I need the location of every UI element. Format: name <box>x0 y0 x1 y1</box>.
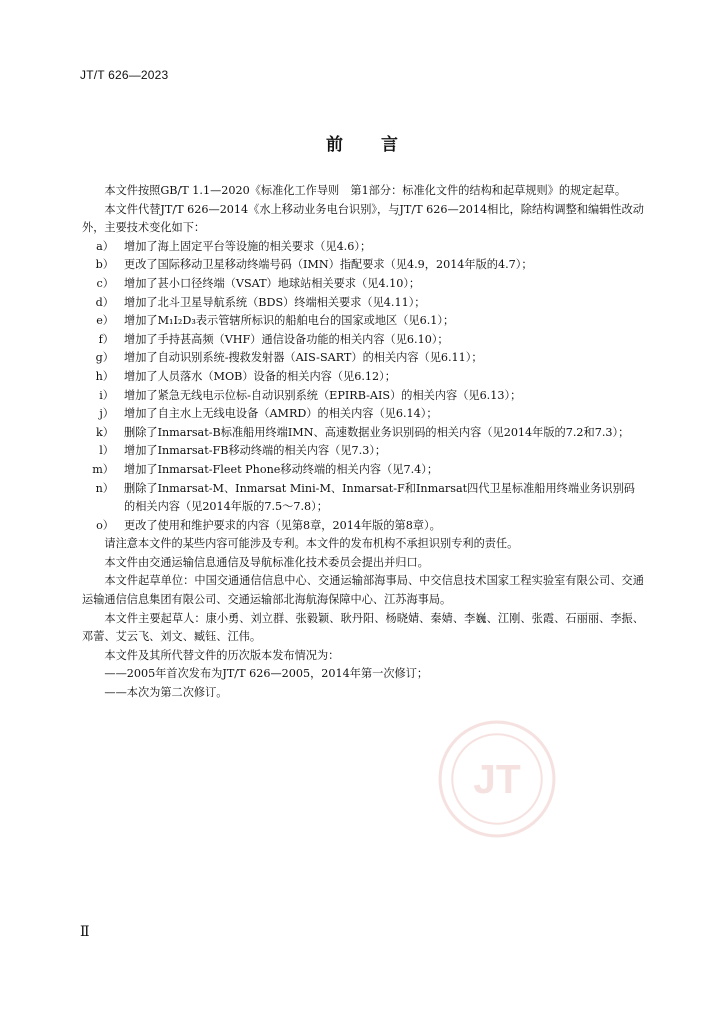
list-marker: g） <box>95 351 114 365</box>
paragraph-replacement: 本文件代替JT/T 626—2014《水上移动业务电台识别》，与JT/T 626—2014相比，除结构调整和编辑性改动外，主要技术变化如下： <box>82 202 644 235</box>
list-item <box>82 294 644 313</box>
list-marker: m） <box>92 462 114 476</box>
list-item-text: 增加了甚小口径终端（VSAT）地球站相关要求（见4.10）； <box>124 276 421 290</box>
list-marker: d） <box>95 295 114 309</box>
list-item-text: 增加了人员落水（MOB）设备的相关内容（见6.12）； <box>124 369 396 383</box>
list-item-text: 增加了自动识别系统-搜救发射器（AIS-SART）的相关内容（见6.11）； <box>124 351 483 365</box>
list-marker: n） <box>95 481 114 495</box>
list-item <box>82 331 644 350</box>
list-marker: c） <box>96 276 114 290</box>
list-item <box>82 517 644 536</box>
list-item <box>82 424 644 443</box>
list-item-text: 增加了自主水上无线电设备（AMRD）的相关内容（见6.14）； <box>124 407 438 421</box>
paragraph-drafting-units: 本文件起草单位：中国交通通信信息中心、交通运输部海事局、中交信息技术国家工程实验室有限公司、交通运输通信信息集团有限公司、交通运输部北海航海保障中心、江苏海事局。 <box>82 574 644 607</box>
list-item <box>82 256 644 275</box>
list-item <box>82 238 644 257</box>
list-item <box>82 387 644 406</box>
page-number: Ⅱ <box>80 924 90 940</box>
watermark-text: JT <box>473 756 521 803</box>
foreword-body <box>82 182 644 703</box>
list-marker: e） <box>96 314 114 328</box>
list-marker: o） <box>96 518 114 532</box>
list-marker: f） <box>98 332 114 346</box>
list-item <box>82 312 644 331</box>
list-marker: a） <box>96 239 114 253</box>
document-code: JT/T 626—2023 <box>80 68 169 82</box>
paragraph-patent-notice: 请注意本文件的某些内容可能涉及专利。本文件的发布机构不承担识别专利的责任。 <box>104 537 519 551</box>
list-item <box>82 349 644 368</box>
list-item <box>82 442 644 461</box>
list-item-text: 删除了Inmarsat-M、Inmarsat Mini-M、Inmarsat-F和Inmarsat四代卫星标准船用终端业务识别码的相关内容（见2014年版的7.5～7.8）； <box>124 481 635 514</box>
list-item <box>82 480 644 517</box>
list-item-text: 增加了手持甚高频（VHF）通信设备功能的相关内容（见6.10）； <box>124 332 449 346</box>
list-marker: h） <box>95 369 114 383</box>
jt-seal-watermark <box>436 718 558 840</box>
paragraph-history-intro: 本文件及其所代替文件的历次版本发布情况为： <box>104 648 340 662</box>
list-item-text: 增加了紧急无线电示位标-自动识别系统（EPIRB-AIS）的相关内容（见6.13）； <box>124 388 522 402</box>
changes-list <box>82 238 644 536</box>
list-item <box>82 405 644 424</box>
list-item <box>82 461 644 480</box>
list-item <box>82 368 644 387</box>
history-line: ——2005年首次发布为JT/T 626—2005，2014年第一次修订； <box>104 667 429 681</box>
paragraph-proposer: 本文件由交通运输信息通信及导航标准化技术委员会提出并归口。 <box>104 555 429 569</box>
history-line: ——本次为第二次修订。 <box>104 686 228 700</box>
list-item-text: 增加了M₁I₂D₃表示管辖所标识的船舶电台的国家或地区（见6.1）； <box>124 314 455 328</box>
list-item-text: 增加了北斗卫星导航系统（BDS）终端相关要求（见4.11）； <box>124 295 426 309</box>
list-item-text: 删除了Inmarsat-B标准船用终端IMN、高速数据业务识别码的相关内容（见2014年版的7.2和7.3）； <box>124 425 630 439</box>
page-title: 前言 <box>326 135 436 155</box>
list-item <box>82 275 644 294</box>
list-marker: i） <box>99 388 114 402</box>
list-item-text: 更改了使用和维护要求的内容（见第8章，2014年版的第8章）。 <box>124 518 441 532</box>
paragraph-drafting-rule: 本文件按照GB/T 1.1—2020《标准化工作导则 第1部分：标准化文件的结构和起草规则》的规定起草。 <box>104 184 627 197</box>
list-marker: b） <box>95 258 114 272</box>
list-marker: l） <box>99 444 114 458</box>
list-item-text: 增加了Inmarsat-Fleet Phone移动终端的相关内容（见7.4）； <box>124 462 439 476</box>
list-item-text: 增加了海上固定平台等设施的相关要求（见4.6）； <box>124 239 372 253</box>
list-item-text: 增加了Inmarsat-FB移动终端的相关内容（见7.3）； <box>124 444 387 458</box>
list-item-text: 更改了国际移动卫星移动终端号码（IMN）指配要求（见4.9，2014年版的4.7）； <box>124 258 533 272</box>
list-marker: j） <box>99 407 114 421</box>
list-marker: k） <box>96 425 114 439</box>
paragraph-drafters: 本文件主要起草人：康小勇、刘立群、张毅颖、耿丹阳、杨晓婧、秦婧、李巍、江刚、张霞、石丽丽、李振、邓蕾、艾云飞、刘文、臧钰、江伟。 <box>82 611 644 644</box>
